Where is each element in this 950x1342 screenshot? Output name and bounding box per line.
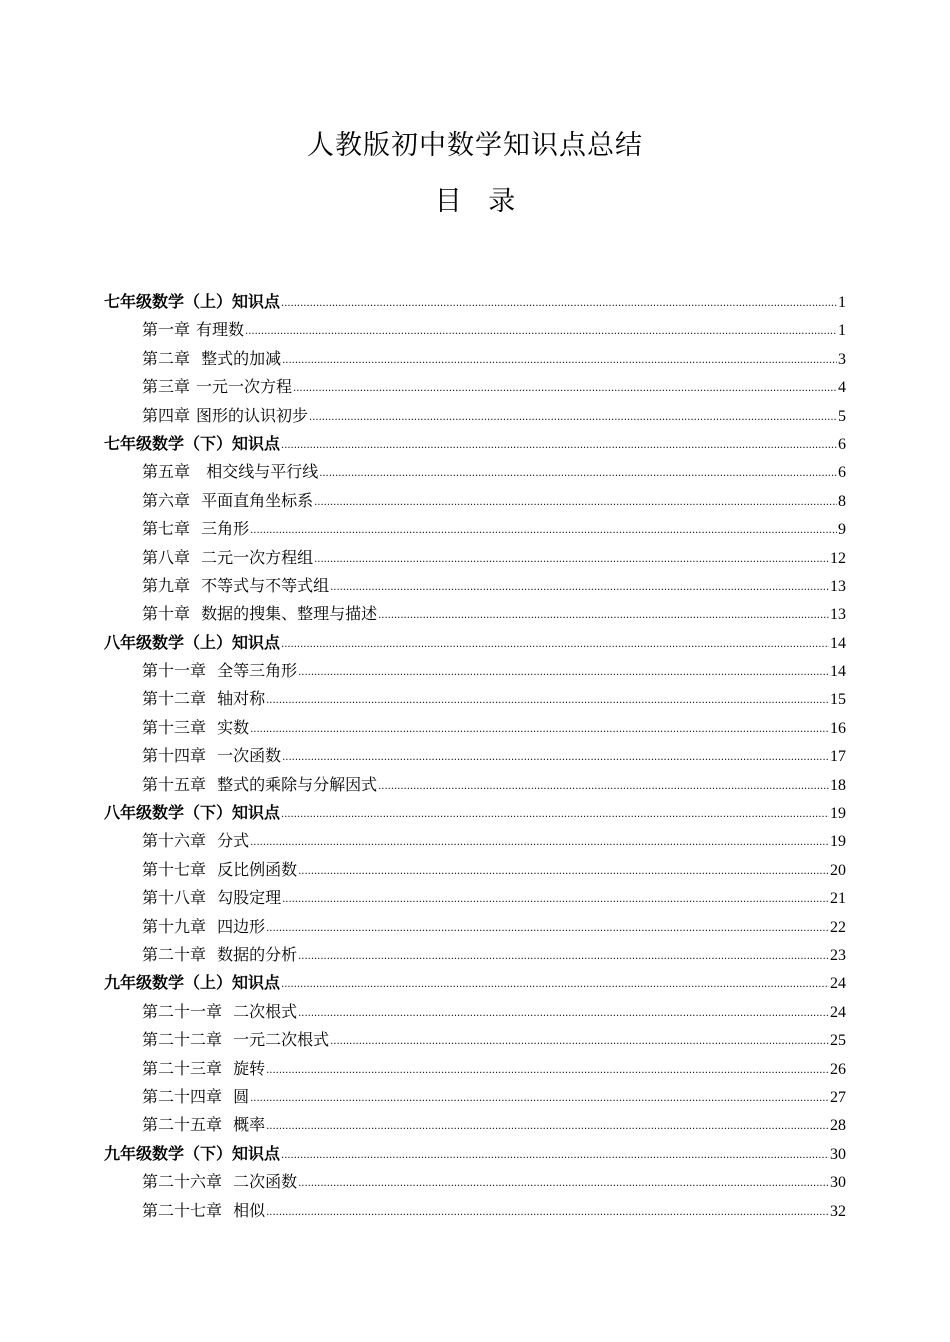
- toc-leader-dots: [281, 631, 829, 659]
- toc-grade-title: 九年级数学（上）知识点: [104, 973, 281, 993]
- toc-page-number: 21: [830, 890, 846, 908]
- toc-leader-dots: [298, 858, 829, 886]
- toc-chapter-entry[interactable]: [104, 1197, 846, 1225]
- toc-chapter-title: 图形的认识初步: [196, 405, 309, 425]
- toc-chapter-number: 第二十五章: [142, 1115, 223, 1135]
- toc-chapter-title: 四边形: [212, 916, 266, 936]
- toc-leader-dots: [281, 801, 829, 829]
- toc-chapter-entry[interactable]: [104, 714, 846, 742]
- toc-chapter-title: 整式的加减: [196, 348, 282, 368]
- toc-page-number: 25: [830, 1032, 846, 1050]
- table-of-contents: [104, 288, 846, 1225]
- toc-page-number: 24: [830, 975, 846, 993]
- toc-leader-dots: [250, 517, 837, 545]
- toc-entry-label: [142, 1055, 265, 1083]
- toc-leader-dots: [298, 1000, 829, 1028]
- toc-chapter-number: 第七章: [142, 519, 191, 539]
- toc-entry-label: [142, 487, 313, 515]
- toc-chapter-number: 第四章: [142, 405, 191, 425]
- toc-grade-entry[interactable]: [104, 288, 846, 316]
- toc-leader-dots: [282, 886, 829, 914]
- toc-chapter-title: 轴对称: [212, 689, 266, 709]
- toc-grade-entry[interactable]: [104, 799, 846, 827]
- toc-chapter-number: 第十一章: [142, 661, 207, 681]
- toc-chapter-number: 第五章: [142, 462, 191, 482]
- toc-entry-label: [142, 515, 249, 543]
- toc-chapter-title: 二次根式: [228, 1001, 298, 1021]
- toc-leader-dots: [309, 404, 837, 432]
- toc-chapter-entry[interactable]: [104, 402, 846, 430]
- toc-leader-dots: [298, 659, 829, 687]
- toc-chapter-entry[interactable]: [104, 572, 846, 600]
- toc-entry-label: [142, 600, 377, 628]
- toc-chapter-entry[interactable]: [104, 515, 846, 543]
- toc-chapter-title: 全等三角形: [212, 661, 298, 681]
- toc-entry-label: [142, 544, 313, 572]
- toc-chapter-entry[interactable]: [104, 685, 846, 713]
- toc-entry-label: [142, 458, 318, 486]
- toc-leader-dots: [281, 290, 837, 318]
- toc-chapter-title: 数据的分析: [212, 944, 298, 964]
- toc-page-number: 30: [830, 1174, 846, 1192]
- toc-chapter-entry[interactable]: [104, 544, 846, 572]
- toc-chapter-number: 第二十章: [142, 944, 207, 964]
- toc-leader-dots: [266, 1199, 829, 1227]
- toc-entry-label: [142, 1083, 249, 1111]
- toc-entry-label: [142, 572, 329, 600]
- toc-chapter-entry[interactable]: [104, 742, 846, 770]
- toc-chapter-entry[interactable]: [104, 856, 846, 884]
- toc-chapter-number: 第十三章: [142, 717, 207, 737]
- toc-leader-dots: [378, 773, 829, 801]
- toc-chapter-title: 圆: [228, 1086, 250, 1106]
- toc-chapter-entry[interactable]: [104, 1083, 846, 1111]
- toc-chapter-title: 三角形: [196, 519, 250, 539]
- toc-grade-title: 九年级数学（下）知识点: [104, 1143, 281, 1163]
- toc-chapter-title: 反比例函数: [212, 859, 298, 879]
- toc-page-number: 19: [830, 805, 846, 823]
- toc-chapter-entry[interactable]: [104, 373, 846, 401]
- toc-page-number: 26: [830, 1060, 846, 1078]
- toc-entry-label: [142, 827, 249, 855]
- toc-leader-dots: [250, 829, 829, 857]
- toc-page-number: 28: [830, 1117, 846, 1135]
- toc-chapter-title: 旋转: [228, 1058, 266, 1078]
- toc-chapter-entry[interactable]: [104, 600, 846, 628]
- toc-leader-dots: [293, 375, 837, 403]
- toc-grade-entry[interactable]: [104, 1140, 846, 1168]
- toc-leader-dots: [245, 318, 837, 346]
- toc-entry-label: [142, 998, 297, 1026]
- toc-leader-dots: [282, 744, 829, 772]
- toc-leader-dots: [250, 716, 829, 744]
- toc-leader-dots: [266, 1113, 829, 1141]
- toc-chapter-title: 概率: [228, 1115, 266, 1135]
- toc-entry-label: [104, 430, 280, 458]
- toc-page-number: 14: [830, 663, 846, 681]
- toc-leader-dots: [378, 602, 829, 630]
- toc-leader-dots: [314, 489, 837, 517]
- toc-chapter-number: 第十八章: [142, 888, 207, 908]
- toc-leader-dots: [319, 460, 837, 488]
- toc-chapter-title: 二次函数: [228, 1172, 298, 1192]
- toc-grade-title: 七年级数学（下）知识点: [104, 433, 281, 453]
- toc-chapter-number: 第八章: [142, 547, 191, 567]
- toc-leader-dots: [250, 1085, 829, 1113]
- toc-page-number: 12: [830, 549, 846, 567]
- toc-chapter-entry[interactable]: [104, 1111, 846, 1139]
- toc-leader-dots: [266, 915, 829, 943]
- toc-page-number: 32: [830, 1202, 846, 1220]
- toc-chapter-number: 第二十四章: [142, 1086, 223, 1106]
- toc-entry-label: [142, 913, 265, 941]
- toc-chapter-entry[interactable]: [104, 487, 846, 515]
- toc-chapter-entry[interactable]: [104, 771, 846, 799]
- toc-chapter-entry[interactable]: [104, 913, 846, 941]
- toc-chapter-entry[interactable]: [104, 827, 846, 855]
- toc-page-number: 27: [830, 1088, 846, 1106]
- toc-chapter-number: 第十六章: [142, 831, 207, 851]
- toc-chapter-number: 第二十七章: [142, 1200, 223, 1220]
- toc-page-number: 13: [830, 606, 846, 624]
- document-title: 人教版初中数学知识点总结: [307, 130, 643, 161]
- toc-entry-label: [142, 1197, 265, 1225]
- toc-entry-label: [142, 373, 292, 401]
- toc-page-number: 15: [830, 691, 846, 709]
- toc-leader-dots: [330, 1028, 829, 1056]
- toc-leader-dots: [281, 432, 837, 460]
- toc-chapter-title: 整式的乘除与分解因式: [212, 774, 378, 794]
- toc-chapter-title: 一元二次根式: [228, 1030, 330, 1050]
- toc-chapter-number: 第九章: [142, 575, 191, 595]
- toc-chapter-number: 第十七章: [142, 859, 207, 879]
- toc-page-number: 18: [830, 776, 846, 794]
- toc-page-number: 1: [838, 294, 846, 311]
- toc-entry-label: [142, 856, 297, 884]
- toc-page-number: 9: [838, 521, 846, 539]
- toc-leader-dots: [281, 1142, 829, 1170]
- toc-page-number: 19: [830, 833, 846, 851]
- toc-chapter-title: 相似: [228, 1200, 266, 1220]
- toc-chapter-title: 一元一次方程: [196, 377, 293, 397]
- toc-entry-label: [104, 288, 280, 316]
- toc-chapter-title: 相交线与平行线: [196, 462, 319, 482]
- toc-entry-label: [142, 1168, 297, 1196]
- toc-chapter-entry[interactable]: [104, 1168, 846, 1196]
- toc-chapter-number: 第二十三章: [142, 1058, 223, 1078]
- toc-page-number: 20: [830, 861, 846, 879]
- toc-page-number: 8: [838, 492, 846, 510]
- toc-entry-label: [142, 685, 265, 713]
- toc-entry-label: [104, 799, 280, 827]
- toc-chapter-title: 勾股定理: [212, 888, 282, 908]
- toc-leader-dots: [298, 1170, 829, 1198]
- toc-chapter-number: 第二十六章: [142, 1172, 223, 1192]
- toc-chapter-entry[interactable]: [104, 884, 846, 912]
- toc-chapter-title: 有理数: [196, 320, 245, 340]
- toc-chapter-entry[interactable]: [104, 316, 846, 344]
- toc-page-number: 24: [830, 1003, 846, 1021]
- toc-leader-dots: [330, 574, 829, 602]
- toc-page-number: 17: [830, 748, 846, 766]
- toc-chapter-number: 第三章: [142, 377, 191, 397]
- toc-grade-title: 八年级数学（下）知识点: [104, 803, 281, 823]
- toc-entry-label: [142, 1111, 265, 1139]
- toc-entry-label: [142, 941, 297, 969]
- toc-page-number: 5: [838, 407, 846, 425]
- toc-leader-dots: [314, 546, 829, 574]
- toc-chapter-entry[interactable]: [104, 998, 846, 1026]
- toc-chapter-title: 二元一次方程组: [196, 547, 314, 567]
- toc-chapter-number: 第十章: [142, 604, 191, 624]
- toc-entry-label: [142, 402, 308, 430]
- toc-chapter-entry[interactable]: [104, 345, 846, 373]
- toc-chapter-entry[interactable]: [104, 1026, 846, 1054]
- toc-chapter-title: 实数: [212, 717, 250, 737]
- toc-chapter-entry[interactable]: [104, 458, 846, 486]
- toc-entry-label: [142, 771, 377, 799]
- toc-chapter-title: 平面直角坐标系: [196, 490, 314, 510]
- toc-page-number: 23: [830, 946, 846, 964]
- toc-leader-dots: [298, 943, 829, 971]
- toc-chapter-number: 第二十一章: [142, 1001, 223, 1021]
- toc-entry-label: [142, 345, 281, 373]
- toc-chapter-entry[interactable]: [104, 657, 846, 685]
- toc-chapter-number: 第二十二章: [142, 1030, 223, 1050]
- toc-leader-dots: [266, 1057, 829, 1085]
- toc-page-number: 6: [838, 464, 846, 482]
- toc-leader-dots: [282, 347, 837, 375]
- toc-page-number: 14: [830, 634, 846, 652]
- toc-grade-title: 七年级数学（上）知识点: [104, 292, 281, 311]
- toc-leader-dots: [281, 971, 829, 999]
- toc-entry-label: [142, 1026, 329, 1054]
- toc-entry-label: [104, 629, 280, 657]
- toc-page-number: 30: [830, 1145, 846, 1163]
- toc-grade-title: 八年级数学（上）知识点: [104, 632, 281, 652]
- toc-page-number: 6: [838, 435, 846, 453]
- toc-page-number: 16: [830, 719, 846, 737]
- toc-entry-label: [142, 884, 281, 912]
- toc-chapter-number: 第十四章: [142, 746, 207, 766]
- toc-chapter-number: 第二章: [142, 348, 191, 368]
- toc-chapter-number: 第十五章: [142, 774, 207, 794]
- toc-entry-label: [142, 714, 249, 742]
- toc-page-number: 1: [838, 322, 846, 340]
- toc-chapter-number: 第十二章: [142, 689, 207, 709]
- toc-page-number: 4: [838, 379, 846, 397]
- toc-chapter-number: 第六章: [142, 490, 191, 510]
- toc-chapter-title: 分式: [212, 831, 250, 851]
- toc-page-number: 22: [830, 918, 846, 936]
- toc-entry-label: [104, 969, 280, 997]
- toc-page-number: 3: [838, 350, 846, 368]
- toc-entry-label: [142, 742, 281, 770]
- toc-grade-entry[interactable]: [104, 430, 846, 458]
- toc-grade-entry[interactable]: [104, 969, 846, 997]
- toc-entry-label: [104, 1140, 280, 1168]
- toc-chapter-title: 一次函数: [212, 746, 282, 766]
- toc-chapter-title: 数据的搜集、整理与描述: [196, 604, 378, 624]
- toc-chapter-entry[interactable]: [104, 941, 846, 969]
- toc-grade-entry[interactable]: [104, 629, 846, 657]
- toc-entry-label: [142, 657, 297, 685]
- toc-chapter-entry[interactable]: [104, 1055, 846, 1083]
- toc-page-number: 13: [830, 577, 846, 595]
- toc-chapter-title: 不等式与不等式组: [196, 575, 330, 595]
- toc-heading: 目 录: [434, 186, 516, 217]
- toc-entry-label: [142, 316, 244, 344]
- toc-chapter-number: 第十九章: [142, 916, 207, 936]
- toc-leader-dots: [266, 687, 829, 715]
- toc-chapter-number: 第一章: [142, 320, 191, 340]
